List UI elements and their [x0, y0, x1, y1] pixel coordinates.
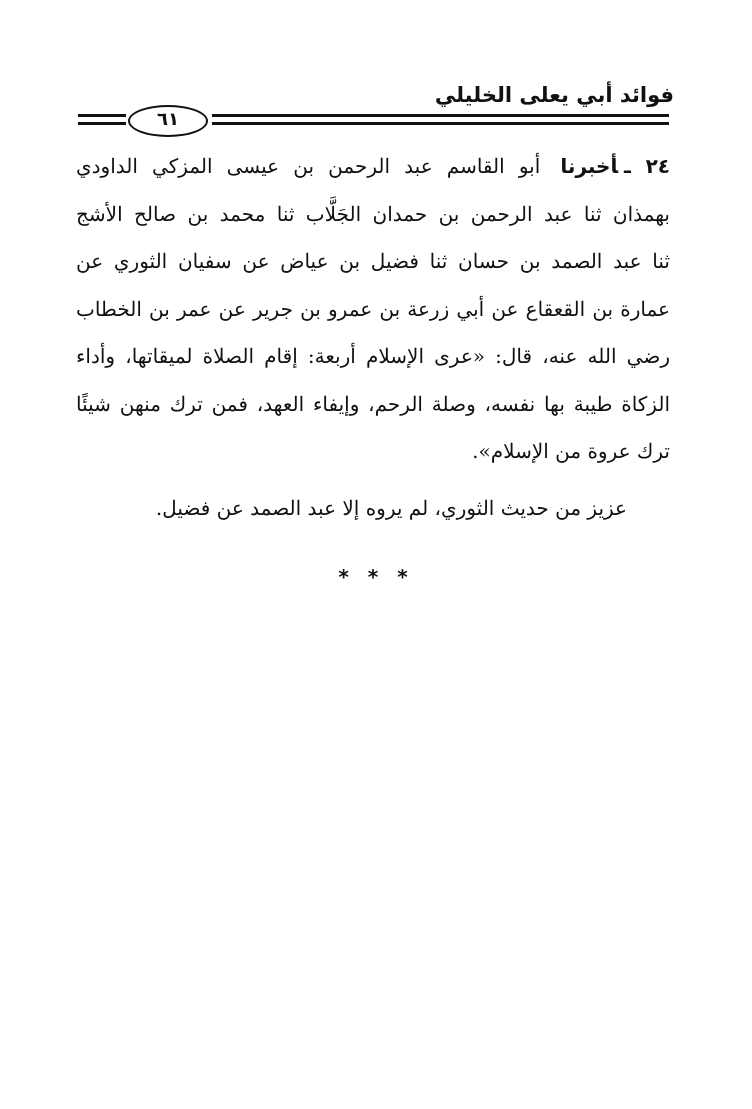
header-rule-right-bottom: [212, 122, 669, 125]
section-separator: * * *: [338, 565, 414, 589]
hadith-line-3: ثنا عبد الصمد بن حسان ثنا فضيل بن عياض عن سفيان الثوري عن: [76, 249, 670, 273]
hadith-line-1: [76, 143, 670, 191]
header-rule-right-top: [212, 114, 669, 117]
running-head-title: فوائد أبي يعلى الخليلي: [434, 83, 674, 107]
hadith-lead-word: أخبرنا: [560, 154, 618, 178]
hadith-grading-note: عزيز من حديث الثوري، لم يروه إلا عبد الصمد عن فضيل.: [155, 496, 627, 520]
hadith-block: [76, 143, 670, 476]
hadith-line-text: أبو القاسم عبد الرحمن بن عيسى المزكي الداودي: [76, 154, 541, 178]
hadith-line-6: الزكاة طيبة بها نفسه، وصلة الرحم، وإيفاء العهد، فمن ترك منهن شيئًا: [76, 391, 670, 416]
header-rule-left-top: [78, 114, 126, 117]
hadith-line-4: عمارة بن القعقاع عن أبي زرعة بن عمرو بن جرير عن عمر بن الخطاب: [76, 296, 670, 321]
hadith-line-2: بهمذان ثنا عبد الرحمن بن حمدان الجَلَّاب ثنا محمد بن صالح الأشج: [76, 201, 670, 226]
header-rule-left-bottom: [78, 122, 126, 125]
hadith-line-5: رضي الله عنه، قال: «عرى الإسلام أربعة: إقام الصلاة لميقاتها، وأداء: [76, 344, 670, 368]
hadith-number: ٢٤ ـ: [623, 154, 670, 178]
hadith-line-7: ترك عروة من الإسلام».: [472, 439, 670, 463]
page-number: ٦١: [128, 105, 208, 137]
